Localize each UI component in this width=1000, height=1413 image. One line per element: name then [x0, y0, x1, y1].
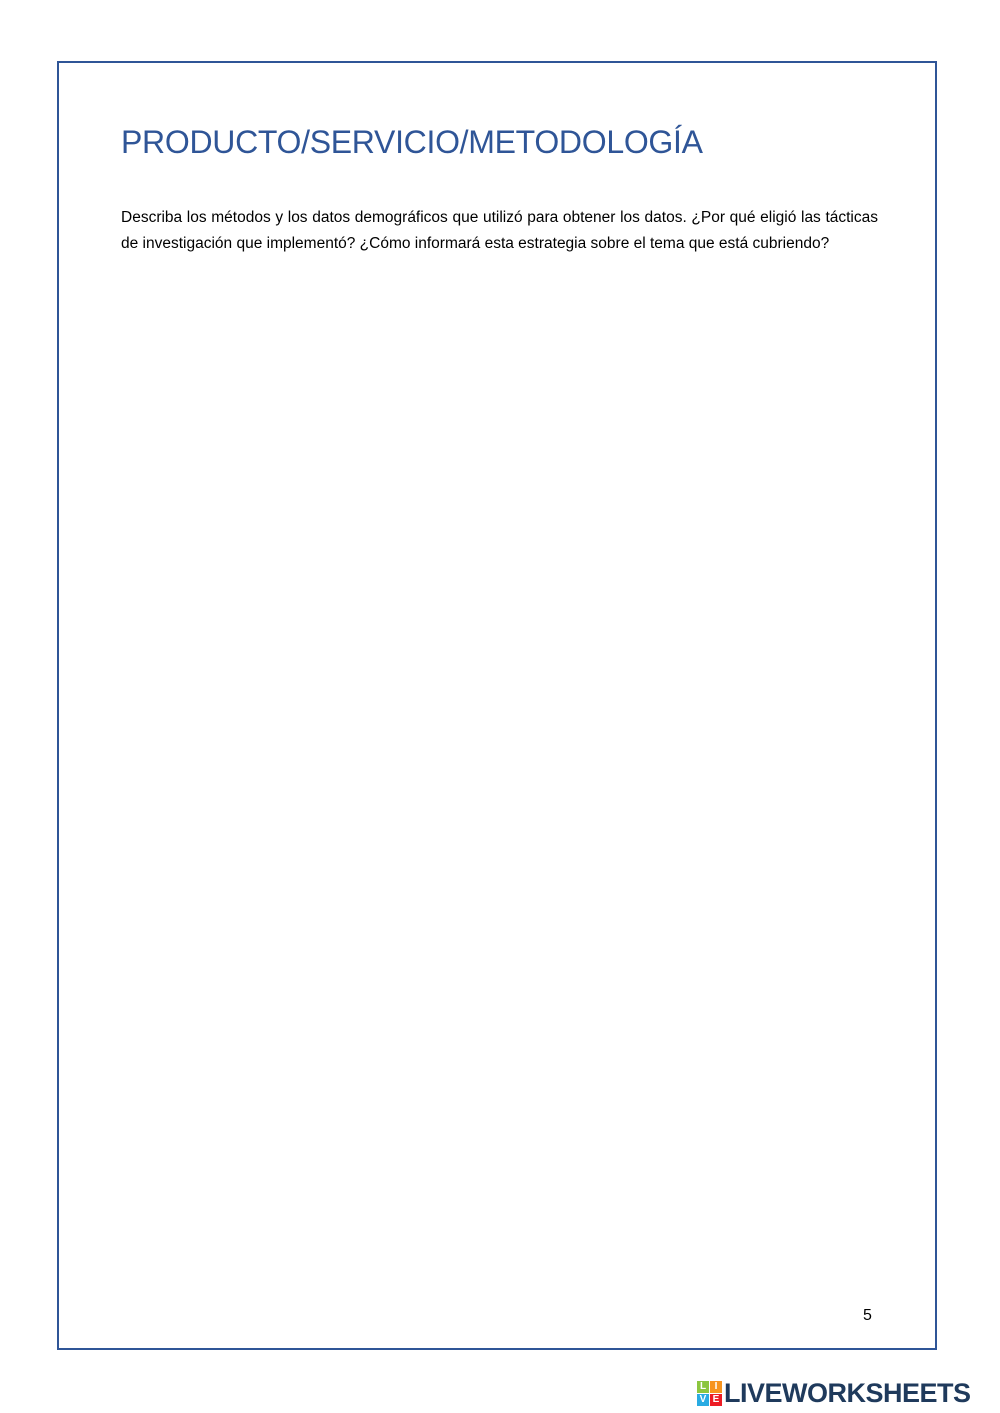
answer-area[interactable]	[121, 300, 878, 1290]
logo-tile: L	[697, 1381, 709, 1393]
page-number: 5	[863, 1307, 872, 1324]
liveworksheets-brand	[697, 1377, 971, 1409]
brand-name: LIVEWORKSHEETS	[724, 1377, 971, 1408]
logo-tile: E	[710, 1394, 722, 1406]
logo-tile: V	[697, 1394, 709, 1406]
instructions-paragraph: Describa los métodos y los datos demográficos que utilizó para obtener los datos. ¿Por qué eligió las tácticas de investigación que implementó? ¿Cómo informará esta estrategia sobre el tema que está cubriendo?	[121, 209, 878, 252]
page-title: PRODUCTO/SERVICIO/METODOLOGÍA	[121, 124, 703, 160]
liveworksheets-logo-icon	[697, 1381, 722, 1406]
logo-tile: I	[710, 1381, 722, 1393]
